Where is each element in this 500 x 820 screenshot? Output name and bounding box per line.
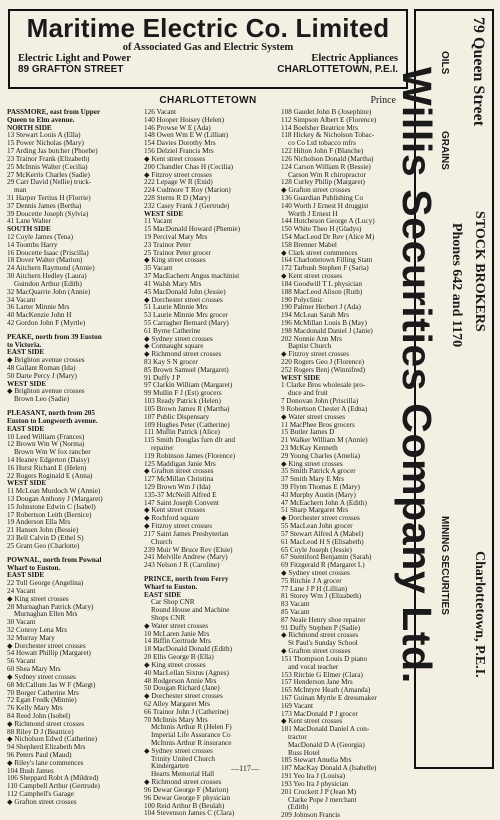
directory-entry: ◆ Water street crosses	[144, 621, 209, 630]
directory-entry: 32 Conroy Lena Mrs	[7, 626, 68, 634]
directory-entry: 109 Hughes Peter (Catherine)	[144, 420, 230, 429]
directory-entry: 173 MacDonald P J grocer	[281, 709, 358, 718]
directory-entry: 1 Clarke Bros wholesale pro-	[281, 381, 366, 390]
directory-entry: 84 Reed John (Isobel)	[7, 711, 71, 720]
directory-entry: 88 Riley D J (Beatrice)	[7, 727, 74, 736]
directory-entry: 45 MacDonald John (Jessie)	[144, 287, 226, 296]
directory-entry: 48 Rodgerson Annie Mrs	[144, 676, 217, 685]
directory-entry: 239 Muir W Bruce Rev (Elsie)	[144, 545, 233, 554]
directory-entry: 119 Robinson James (Florence)	[144, 451, 235, 460]
side-heading: WEST SIDE	[144, 209, 184, 218]
directory-entry: 165 McIntyre Heath (Amanda)	[281, 686, 371, 695]
directory-entry: 167 Guinan Myrtle E dressmaker	[281, 693, 377, 702]
directory-entry: 11 MacPhee Bros grocers	[281, 420, 355, 429]
directory-entry: MacDonald D A (Georgia)	[288, 740, 365, 749]
directory-entry: 191 Yeo Ira J (Louisa)	[281, 772, 346, 781]
directory-entry: Kindergarten	[151, 762, 189, 771]
street-heading: POWNAL, north from Pownal	[7, 555, 102, 564]
directory-entry: ◆ Connaught square	[144, 342, 204, 351]
directory-entry: 106 Sheppard Robt A (Mildred)	[7, 774, 99, 783]
directory-entry: 16 Hurst Richard E (Helen)	[7, 463, 87, 472]
directory-entry: 135-37 McNeill Alfred E	[144, 490, 217, 499]
directory-entry: 156 Delziel Francis Mrs	[144, 147, 214, 156]
directory-entry: ◆ Grafton street crosses	[144, 467, 214, 476]
directory-entry: ◆ Brighton avenue crosses	[7, 387, 85, 396]
directory-entry: Russ Hotel	[288, 748, 320, 757]
side-heading: EAST SIDE	[7, 348, 45, 357]
directory-entry: and vocal teacher	[288, 662, 339, 671]
directory-entry: 70 Borger Catherine Mrs	[7, 688, 79, 697]
directory-entry: 94 Shepherd Elizabeth Mrs	[7, 743, 86, 752]
directory-entry: 184 Goodwill T L physician	[281, 279, 362, 288]
directory-entry: 37 Dennis James (Bertha)	[7, 201, 82, 210]
directory-entry: 77 Lane J P H (Lillian)	[281, 584, 348, 593]
directory-entry: ◆ Water street crosses	[281, 412, 346, 421]
directory-entry: Trinity United Church	[151, 754, 216, 763]
directory-entry: 12 Brown Wm W (Norma)	[7, 440, 85, 449]
directory-entry: 87 Neale Henry shoe repairer	[281, 615, 366, 624]
directory-entry: 241 Melville Andrew (Mary)	[144, 553, 228, 562]
directory-entry: 196 McMillan Louis B (May)	[281, 318, 367, 327]
directory-entry: 128 Curley Philip (Margaret)	[281, 178, 365, 187]
directory-entry: 125 Maddigan Janie Mrs	[144, 459, 216, 468]
directory-entry: 164 Charlottetown Filling Statn	[281, 256, 373, 265]
directory-entry: 151 Thompson Louis D piano	[281, 654, 368, 663]
directory-entry: 15 Johnstone Edwin C (Isabel)	[7, 502, 96, 511]
side-stock-brokers: STOCK BROKERS	[472, 211, 487, 332]
directory-entry: 127 McMillan Christina	[144, 475, 214, 484]
advert-subtitle: of Associated Gas and Electric System	[122, 42, 294, 53]
side-heading: NORTH SIDE	[7, 123, 52, 132]
directory-entry: 198 Macdonald Daniel J (Janie)	[281, 326, 373, 335]
directory-entry: 37 Smith Mary E Mrs	[281, 475, 345, 484]
willis-securities-advert	[394, 9, 494, 769]
directory-entry: 122 Hilton John F (Blanche)	[281, 147, 364, 156]
directory-entry: 19 Percival Mary Mrs	[144, 233, 208, 241]
directory-entry: 23 Bell Calvin D (Ethel S)	[7, 534, 84, 543]
directory-entry: 85 Brown Samuel (Margaret)	[144, 365, 229, 374]
directory-entry: 220 Rogers Geo J (Florence)	[281, 358, 365, 366]
directory-entry: ◆ Kent street crosses	[144, 154, 206, 163]
directory-entry: 232 Casey Frank J (Gertrude)	[144, 201, 230, 210]
directory-entry: Baptist Church	[288, 342, 332, 351]
directory-entry: Murnaghan Ellen Mrs	[14, 610, 78, 619]
directory-entry: McInnis Arthur R insurance	[151, 739, 232, 747]
directory-entry: Guindon Arthur (Edith)	[14, 279, 82, 288]
directory-entry: 158 Brenner Mabel	[281, 240, 337, 249]
directory-entry: 13 Dougan Anthony J (Margaret)	[7, 495, 103, 503]
directory-entry: ◆ Sydney street crosses	[144, 746, 213, 755]
directory-entry: tractor	[288, 733, 307, 741]
page-number: —117—	[231, 764, 259, 773]
directory-entry: 228 Sterns R D (Mary)	[144, 193, 211, 202]
directory-entry: 209 Johnson Francis	[281, 811, 341, 820]
directory-entry: ◆ Dorchester street crosses	[144, 692, 223, 701]
directory-entry: duce and fruit	[288, 389, 328, 398]
directory-entry: 29 Carr David (Nellie) truck-	[7, 178, 92, 187]
directory-entry: 60 Shea Mary Mrs	[7, 665, 61, 674]
directory-entry: 10 McLaren Janie Mrs	[144, 629, 210, 638]
directory-entry: 17 Robertson Leith (Bernice)	[7, 510, 92, 519]
directory-entry: 41 Lane Walter	[7, 217, 51, 226]
directory-entry: 16 Doucette Isaac (Priscilla)	[7, 248, 89, 257]
directory-entry: ◆ King street crosses	[144, 660, 206, 669]
directory-entry: (Edith)	[288, 803, 309, 812]
directory-entry: 61 Byrne Catherine	[144, 326, 201, 335]
directory-entry: 83 Kay S N grocer	[144, 358, 198, 366]
directory-entry: 30 Aitchern Hedley (Laura)	[7, 272, 87, 281]
directory-entry: 18 Dover Walter (Marion)	[7, 256, 83, 265]
directory-entry: 51 Sharp Margaret Mrs	[281, 506, 349, 515]
directory-entry: 67 Stentiford Benjamin (Sarah)	[281, 553, 372, 562]
directory-entry: 15 MacDonald Howard (Phemie)	[144, 225, 241, 234]
city-heading: CHARLOTTETOWN	[159, 95, 257, 106]
directory-entry: 107 Public Dispensary	[144, 412, 210, 421]
side-heading: EAST SIDE	[144, 590, 182, 599]
directory-entry: 68 McCallum Jas W F (Margt)	[7, 680, 96, 689]
maritime-electric-advert	[8, 9, 408, 89]
side-grains: GRAINS	[439, 131, 450, 170]
side-heading: EAST SIDE	[7, 424, 45, 433]
side-heading: SOUTH SIDE	[7, 225, 51, 234]
side-left-cap: OILS	[439, 51, 450, 75]
directory-entry: ◆ Dorchester street crosses	[281, 514, 360, 523]
directory-entry: Brown Leo (Sadie)	[14, 395, 70, 404]
directory-entry: 62 Alley Margaret Mrs	[144, 699, 210, 708]
directory-entry: ◆ Grafton street crosses	[281, 647, 351, 656]
directory-entry: 24 Vacant	[7, 586, 36, 595]
directory-entry: 112 Simpson Albert E (Florence)	[281, 115, 377, 124]
directory-entry: 42 Gordon John F (Myrtle)	[7, 318, 86, 327]
directory-entry: 111 Mullin Patrick (Alice)	[144, 428, 220, 437]
side-right-cap: MINING SECURITIES	[439, 516, 450, 615]
directory-entry: 56 Vacant	[7, 657, 36, 666]
directory-entry: 15 Power Nicholas (Mary)	[7, 139, 84, 148]
directory-entry: ◆ Fitzroy street crosses	[144, 170, 213, 179]
street-heading: Euston to Longworth avenue.	[7, 416, 98, 425]
directory-entry: ◆ Kent street crosses	[144, 506, 206, 515]
directory-entry: 55 Carragher Bernard (Mary)	[144, 318, 229, 327]
directory-entry: 32 Murray Mary	[7, 633, 55, 642]
directory-entry: 202 Nonnie Ann Mrs	[281, 334, 342, 343]
advert-title: Maritime Electric Co. Limited	[26, 13, 390, 43]
page-header	[8, 95, 408, 109]
province-heading: Prince	[370, 95, 396, 106]
directory-entry: 13 Stewart Louis A (Ella)	[7, 131, 81, 140]
directory-entry: 47 McEachern John A (Edith)	[281, 498, 367, 507]
directory-entry: 99 Mullin F J (Est) grocers	[144, 389, 222, 398]
directory-entry: 153 Ritchie G Elmer (Clara)	[281, 670, 363, 679]
directory-entry: 126 Vacant	[144, 108, 177, 116]
directory-entry: Hearts Memorial Hall	[151, 770, 215, 779]
directory-entry: 148 Owen Wm E W (Lillian)	[144, 131, 229, 140]
advert-right-line2: CHARLOTTETOWN, P.E.I.	[277, 64, 398, 75]
directory-entry: 29 Young Charles (Amelia)	[281, 451, 361, 460]
directory-entry: 96 Peters Paul (Maud)	[7, 751, 72, 759]
directory-entry: 70 McInnis Mary Mrs	[144, 715, 208, 724]
directory-entry: ◆ Nicholson Edwd (Catherine)	[7, 735, 97, 744]
directory-entry: 217 Saint James Presbyterian	[144, 529, 229, 538]
directory-entry: ◆ Fitzroy street crosses	[144, 522, 213, 531]
directory-entry: Worth J Ernest H	[288, 209, 338, 218]
directory-entry: 10 Leed William (Frances)	[7, 432, 85, 441]
directory-entry: ◆ Sydney street crosses	[144, 334, 213, 343]
directory-entry: 43 Murphy Austin (Mary)	[281, 490, 356, 499]
directory-entry: 154 Davies Dorothy Mrs	[144, 139, 216, 148]
directory-entry: 30 Vacant	[7, 618, 36, 627]
directory-entry: 48 Gallant Roman (Ida)	[7, 364, 76, 372]
directory-entry: 28 Murnaghan Patrick (Mary)	[7, 602, 94, 611]
directory-entry: 129 Brown Wm J (Ida)	[144, 483, 211, 491]
directory-entry: 91 Duffy J P	[144, 373, 181, 382]
directory-entry: 65 Coyle Joseph (Jessie)	[281, 545, 352, 554]
directory-entry: 140 Hooper Hoisey (Helen)	[144, 115, 225, 124]
directory-entry: 18 MacDonald Donald (Edith)	[144, 645, 233, 654]
directory-entry: ◆ Fitzroy street crosses	[281, 350, 350, 359]
directory-entry: 140 Worth J Ernest H druggist	[281, 201, 369, 210]
directory-entry: 11 Vacant	[144, 217, 173, 226]
directory-entry: 40 MacLellan Sixtus (Agnes)	[144, 668, 229, 677]
directory-column-1	[7, 109, 143, 807]
directory-entry: Round House and Machine	[151, 606, 230, 615]
directory-entry: 21 Walker William M (Annie)	[281, 436, 368, 445]
directory-entry: 194 McLean Sarah Mrs	[281, 311, 350, 320]
directory-entry: 23 Trainor Peter	[144, 240, 191, 249]
directory-entry: St Paul's Sunday School	[288, 639, 358, 648]
directory-entry: co Co Ltd tobacco mfrs	[288, 139, 356, 148]
directory-entry: 100 Reid Arthur B (Beulah)	[144, 801, 225, 810]
directory-entry: 72 Egan Fredk (Minnie)	[7, 696, 77, 705]
directory-entry: 12 Coyle James (Tena)	[7, 233, 73, 241]
directory-entry: Brown Wm W fox rancher	[14, 448, 91, 457]
directory-entry: repairer	[151, 443, 174, 452]
directory-entry: 85 Vacant	[281, 608, 310, 616]
directory-entry: 39 Doucette Joseph (Sylvia)	[7, 209, 89, 218]
directory-entry: ◆ Sydney street crosses	[281, 568, 350, 577]
directory-entry: 55 MacLean John grocer	[281, 522, 353, 531]
directory-entry: 17 Arding Jas butcher (Phoebe)	[7, 147, 98, 156]
directory-entry: ◆ King street crosses	[7, 594, 69, 603]
directory-entry: 51 Laurie Minnie Mrs	[144, 303, 208, 312]
directory-entry: 21 Hansen John (Bessie)	[7, 526, 79, 535]
directory-entry: 190 Polyclinic	[281, 295, 323, 304]
directory-entry: Church	[151, 537, 173, 546]
directory-entry: 36 Larter Minnie Mrs	[7, 303, 70, 312]
directory-entry: 185 Stewart Amelia Mrs	[281, 756, 352, 765]
directory-entry: ◆ Riley's lane commences	[7, 758, 84, 767]
directory-entry: 23 McKay Kenneth	[281, 443, 338, 452]
directory-entry: 114 Boelsher Beatrice Mrs	[281, 123, 358, 132]
directory-entry: 76 Kelly Mary Mrs	[7, 704, 63, 713]
directory-entry: ◆ Dorchester street crosses	[144, 295, 223, 304]
street-heading: PEAKE, north from 39 Euston	[7, 332, 102, 341]
side-heading: EAST SIDE	[7, 571, 45, 580]
directory-entry: 75 Ritchie J A grocer	[281, 576, 342, 585]
directory-entry: 200 Chandler Chas H (Cecilia)	[144, 162, 234, 171]
directory-entry: 22 Rogers Reginald E (Anna)	[7, 471, 93, 480]
directory-entry: 14 Heaney Edgerton (Daisy)	[7, 455, 90, 464]
advert-left-line1: Electric Light and Power	[18, 53, 131, 64]
side-address: 79 Queen Street	[470, 17, 487, 127]
directory-entry: 97 Clarkin William (Margaret)	[144, 381, 233, 390]
directory-entry: 37 MacEachern Angus machinist	[144, 272, 240, 281]
directory-entry: ◆ Grafton street crosses	[281, 186, 351, 195]
directory-entry: 96 Dewar George F (Marion)	[144, 785, 229, 794]
side-heading: WEST SIDE	[7, 479, 47, 488]
directory-entry: 224 Cudmore T Roy (Marion)	[144, 186, 231, 195]
directory-entry: ◆ King street crosses	[281, 459, 343, 468]
directory-entry: 187 MacKay Donald A (Isabelle)	[281, 764, 377, 773]
street-heading: PASSMORE, east from Upper	[7, 108, 101, 116]
directory-entry: 144 Hutcheson George A (Lucy)	[281, 217, 375, 226]
directory-entry: 104 Bush James	[7, 766, 54, 775]
street-heading: PLEASANT, north from 205	[7, 409, 95, 418]
side-heading: WEST SIDE	[7, 379, 47, 388]
directory-entry: 150 White Theo H (Gladys)	[281, 225, 362, 234]
directory-entry: 23 Trainor Frank (Elizabeth)	[7, 154, 90, 163]
directory-entry: 25 McInnis Walter (Cecilia)	[7, 162, 88, 171]
directory-entry: 104 Stevenson James C (Clara)	[144, 809, 235, 818]
side-phones: Phones 642 and 1170	[449, 223, 464, 348]
directory-entry: man	[14, 186, 27, 195]
directory-entry: McInnis Arthur R (Helen F)	[151, 723, 232, 732]
directory-entry: ◆ Kent street crosses	[281, 717, 343, 726]
directory-entry: ◆ Grafton street crosses	[7, 797, 77, 806]
directory-entry: 39 Flynn Thomas E (Mary)	[281, 483, 360, 491]
directory-entry: 243 Nelson J R (Caroline)	[144, 561, 220, 570]
directory-entry: ◆ Richmond street crosses	[281, 631, 359, 640]
directory-entry: ◆ Rochford square	[144, 514, 200, 523]
directory-entry: 25 Grant Geo (Charlotte)	[7, 541, 80, 550]
directory-entry: Clarke Pope J merchant	[288, 795, 357, 804]
directory-entry: 222 Lepage W R (Enid)	[144, 178, 213, 187]
directory-entry: 9 Robertson Chester A (Edna)	[281, 404, 368, 413]
directory-entry: 110 Campbell Arthur (Gertrude)	[7, 782, 100, 791]
directory-entry: 31 Harper Tertius H (Florrie)	[7, 193, 91, 202]
directory-entry: ◆ Richmond street crosses	[144, 778, 222, 787]
directory-entry: 66 Trainor John J (Catherine)	[144, 707, 229, 716]
directory-entry: 14 Toombs Harry	[7, 240, 58, 249]
advert-address-row	[18, 64, 398, 75]
directory-entry: 103 Ready Patrick (Helen)	[144, 397, 221, 406]
directory-entry: 169 Vacant	[281, 701, 314, 710]
directory-entry: 22 Tull George (Angelina)	[7, 579, 84, 588]
directory-entry: ◆ Richmond street crosses	[144, 350, 222, 359]
directory-entry: Car Shop CNR	[151, 598, 195, 607]
directory-entry: 25 Trainor Peter grocer	[144, 248, 211, 257]
directory-entry: 108 Gaudet John B (Josephine)	[281, 108, 372, 116]
directory-entry: 136 Guardian Publishing Co	[281, 193, 364, 202]
directory-entry: 54 Howatt Phillip (Margaret)	[7, 649, 91, 658]
street-heading: Queen to Elm avenue.	[7, 115, 75, 124]
directory-entry: 11 McLean Murdoch W (Annie)	[7, 487, 101, 496]
directory-entry: 181 MacDonald Daniel A con-	[281, 725, 370, 734]
directory-entry: 172 Tarbush Stephen F (Saria)	[281, 264, 369, 273]
directory-entry: 32 MacQuarrie John (Annie)	[7, 287, 91, 296]
directory-entry: ◆ Dorchester street crosses	[7, 641, 86, 650]
directory-entry: 154 MacLeod Dr Rev (Alice M)	[281, 233, 375, 241]
directory-entry: 188 MacLeod Alison (Ruth)	[281, 287, 363, 296]
street-heading: Wharf to Euston.	[144, 582, 198, 591]
directory-entry: 252 Rogers Benj (Winnifred)	[281, 365, 366, 374]
directory-entry: ◆ King street crosses	[144, 256, 206, 265]
directory-entry: 147 Saint Joseph Convent	[144, 498, 219, 507]
directory-entry: 118 Hickey & Nicholson Tobac-	[281, 131, 375, 140]
directory-entry: 41 Walsh Mary Mrs	[144, 279, 202, 288]
side-city: Charlottetown, P.E.I.	[472, 551, 487, 678]
directory-entry: ◆ Sydney street crosses	[7, 672, 76, 681]
street-heading: PRINCE, north from Ferry	[144, 574, 229, 583]
directory-entry: 19 Anderson Ella Mrs	[7, 518, 71, 527]
directory-entry: 193 Yeo Ira J physician	[281, 779, 349, 788]
street-heading: Wharf to Euston.	[7, 563, 61, 572]
directory-entry: 190 Palmer Herbert J (Ada)	[281, 303, 361, 312]
directory-entry: 27 McKerris Charles (Sadie)	[7, 170, 90, 179]
directory-entry: Imperial Life Assurance Co	[151, 731, 231, 740]
directory-entry: 201 Crockett J P (Jean M)	[281, 787, 356, 796]
directory-entry: 112 Campbell's Garage	[7, 790, 74, 799]
directory-entry: 69 Fitzgerald R (Margaret L)	[281, 561, 365, 570]
advert-services-row	[18, 53, 398, 64]
directory-entry: 146 Prowse W E (Ada)	[144, 123, 211, 132]
street-heading: to Victoria.	[7, 340, 42, 349]
directory-entry: ◆ Brighton avenue crosses	[7, 356, 85, 365]
directory-entry: 50 Dougan Richard (Jane)	[144, 684, 220, 693]
directory-column-2	[144, 109, 280, 818]
directory-column-3	[281, 109, 412, 820]
directory-entry: 96 Dewar George F physician	[144, 793, 231, 802]
directory-entry: ◆ Clark street commences	[281, 248, 358, 257]
directory-entry: 20 Ellis George B (Ella)	[144, 653, 214, 662]
advert-left-line2: 89 GRAFTON STREET	[18, 64, 124, 75]
directory-entry: 83 Vacant	[281, 600, 310, 609]
directory-entry: 14 Biffin Gertrude Mrs	[144, 637, 211, 646]
directory-entry: 35 Vacant	[144, 264, 173, 273]
directory-entry: Carson Wm R chiropractor	[288, 170, 366, 179]
directory-entry: ◆ Richmond street crosses	[7, 719, 85, 728]
directory-entry: 24 Aitchern Raymond (Annie)	[7, 264, 95, 273]
advert-right-line1: Electric Appliances	[311, 53, 398, 64]
directory-entry: 61 MacLeod H S (Elisabeth)	[281, 537, 364, 546]
directory-entry: ◆ Kent street crosses	[281, 272, 343, 281]
directory-entry: 7 Donovan John (Priscilla)	[281, 397, 359, 406]
directory-entry: 40 MacKenzie John H	[7, 311, 72, 320]
directory-entry: 57 Stewart Alfred A (Mabel)	[281, 529, 364, 538]
side-company-name: Willis Securities Company Ltd.	[394, 67, 440, 684]
side-heading: WEST SIDE	[281, 373, 321, 382]
directory-entry: 35 Smith Patrick A grocer	[281, 467, 356, 476]
directory-entry: 34 Vacant	[7, 295, 36, 304]
directory-entry: 124 Carson William R (Bessie)	[281, 162, 371, 171]
directory-entry: 126 Nicholson Donald (Martha)	[281, 154, 374, 163]
directory-entry: Shops CNR	[151, 614, 186, 622]
directory-entry: 105 Brown James R (Martha)	[144, 404, 230, 413]
directory-entry: 91 Duffy Stephen P (Sadie)	[281, 623, 361, 632]
directory-entry: 81 Storey Wm J (Elizabeth)	[281, 592, 362, 601]
directory-entry: 50 Darte Percy J (Mary)	[7, 371, 77, 380]
directory-entry: 157 Henderson Jane Mrs	[281, 678, 353, 687]
directory-entry: 15 Butler James D	[281, 428, 335, 437]
directory-entry: 53 Laurie Minnie Mrs grocer	[144, 311, 228, 320]
directory-entry: 115 Smith Douglas furn dlr and	[144, 436, 235, 445]
